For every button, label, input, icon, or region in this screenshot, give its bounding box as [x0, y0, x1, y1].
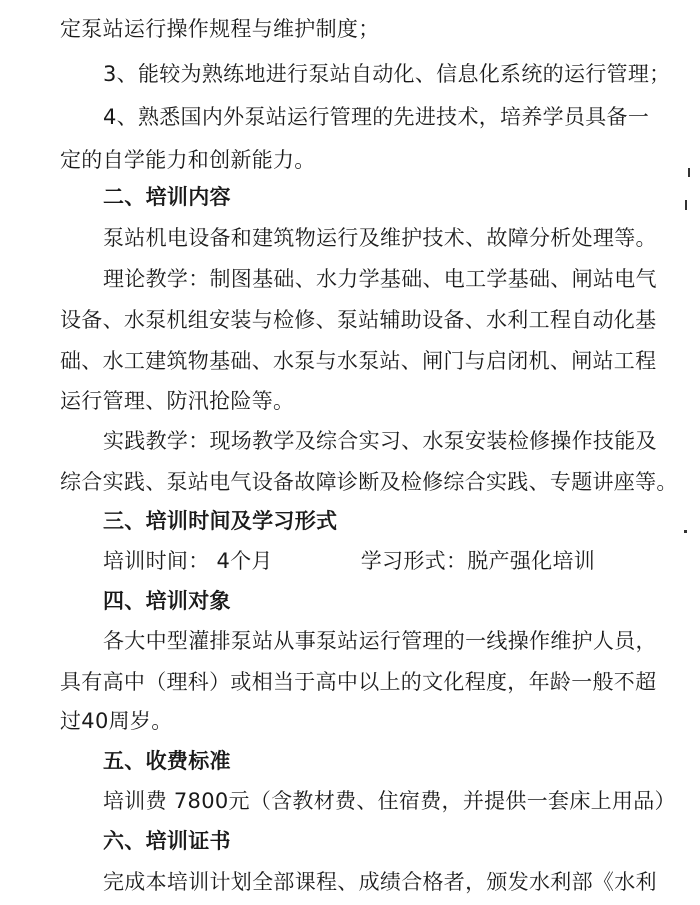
section-heading-schedule: 三、培训时间及学习形式: [103, 509, 338, 533]
text-line: 综合实践、泵站电气设备故障诊断及检修综合实践、专题讲座等。: [60, 470, 678, 494]
text-line: 运行管理、防汛抢险等。: [60, 389, 295, 413]
list-item-3: 3、能较为熟练地进行泵站自动化、信息化系统的运行管理；: [103, 62, 671, 86]
section-heading-certificate: 六、培训证书: [103, 829, 231, 853]
text-line: 设备、水泵机组安装与检修、泵站辅助设备、水利工程自动化基: [60, 308, 657, 332]
paragraph-content-summary: 泵站机电设备和建筑物运行及维护技术、故障分析处理等。: [103, 226, 657, 250]
text-line: 具有高中（理科）或相当于高中以上的文化程度，年龄一般不超: [60, 670, 657, 694]
study-format: 学习形式：脱产强化培训: [360, 549, 596, 573]
scan-mark: [688, 168, 690, 177]
text-line: 过40周岁。: [60, 709, 173, 733]
paragraph-theory: 理论教学：制图基础、水力学基础、电工学基础、闸站电气: [103, 267, 657, 291]
section-heading-fees: 五、收费标准: [103, 749, 231, 773]
text-line: 定的自学能力和创新能力。: [60, 148, 316, 172]
section-heading-audience: 四、培训对象: [103, 589, 231, 613]
scan-mark: [684, 530, 687, 533]
list-item-4: 4、熟悉国内外泵站运行管理的先进技术，培养学员具备一: [103, 105, 650, 129]
training-duration: 培训时间： 4个月: [103, 549, 273, 573]
text-line: 础、水工建筑物基础、水泵与水泵站、闸门与启闭机、闸站工程: [60, 349, 657, 373]
schedule-line: [103, 546, 595, 576]
scan-mark: [685, 200, 687, 210]
paragraph-practice: 实践教学：现场教学及综合实习、水泵安装检修操作技能及: [103, 429, 657, 453]
section-heading-content: 二、培训内容: [103, 185, 231, 209]
text-line: 定泵站运行操作规程与维护制度；: [60, 17, 380, 41]
paragraph-audience: 各大中型灌排泵站从事泵站运行管理的一线操作维护人员，: [103, 629, 657, 653]
paragraph-certificate: 完成本培训计划全部课程、成绩合格者，颁发水利部《水利: [103, 870, 657, 894]
fee-line: 培训费 7800元（含教材费、住宿费，并提供一套床上用品）: [103, 789, 676, 813]
